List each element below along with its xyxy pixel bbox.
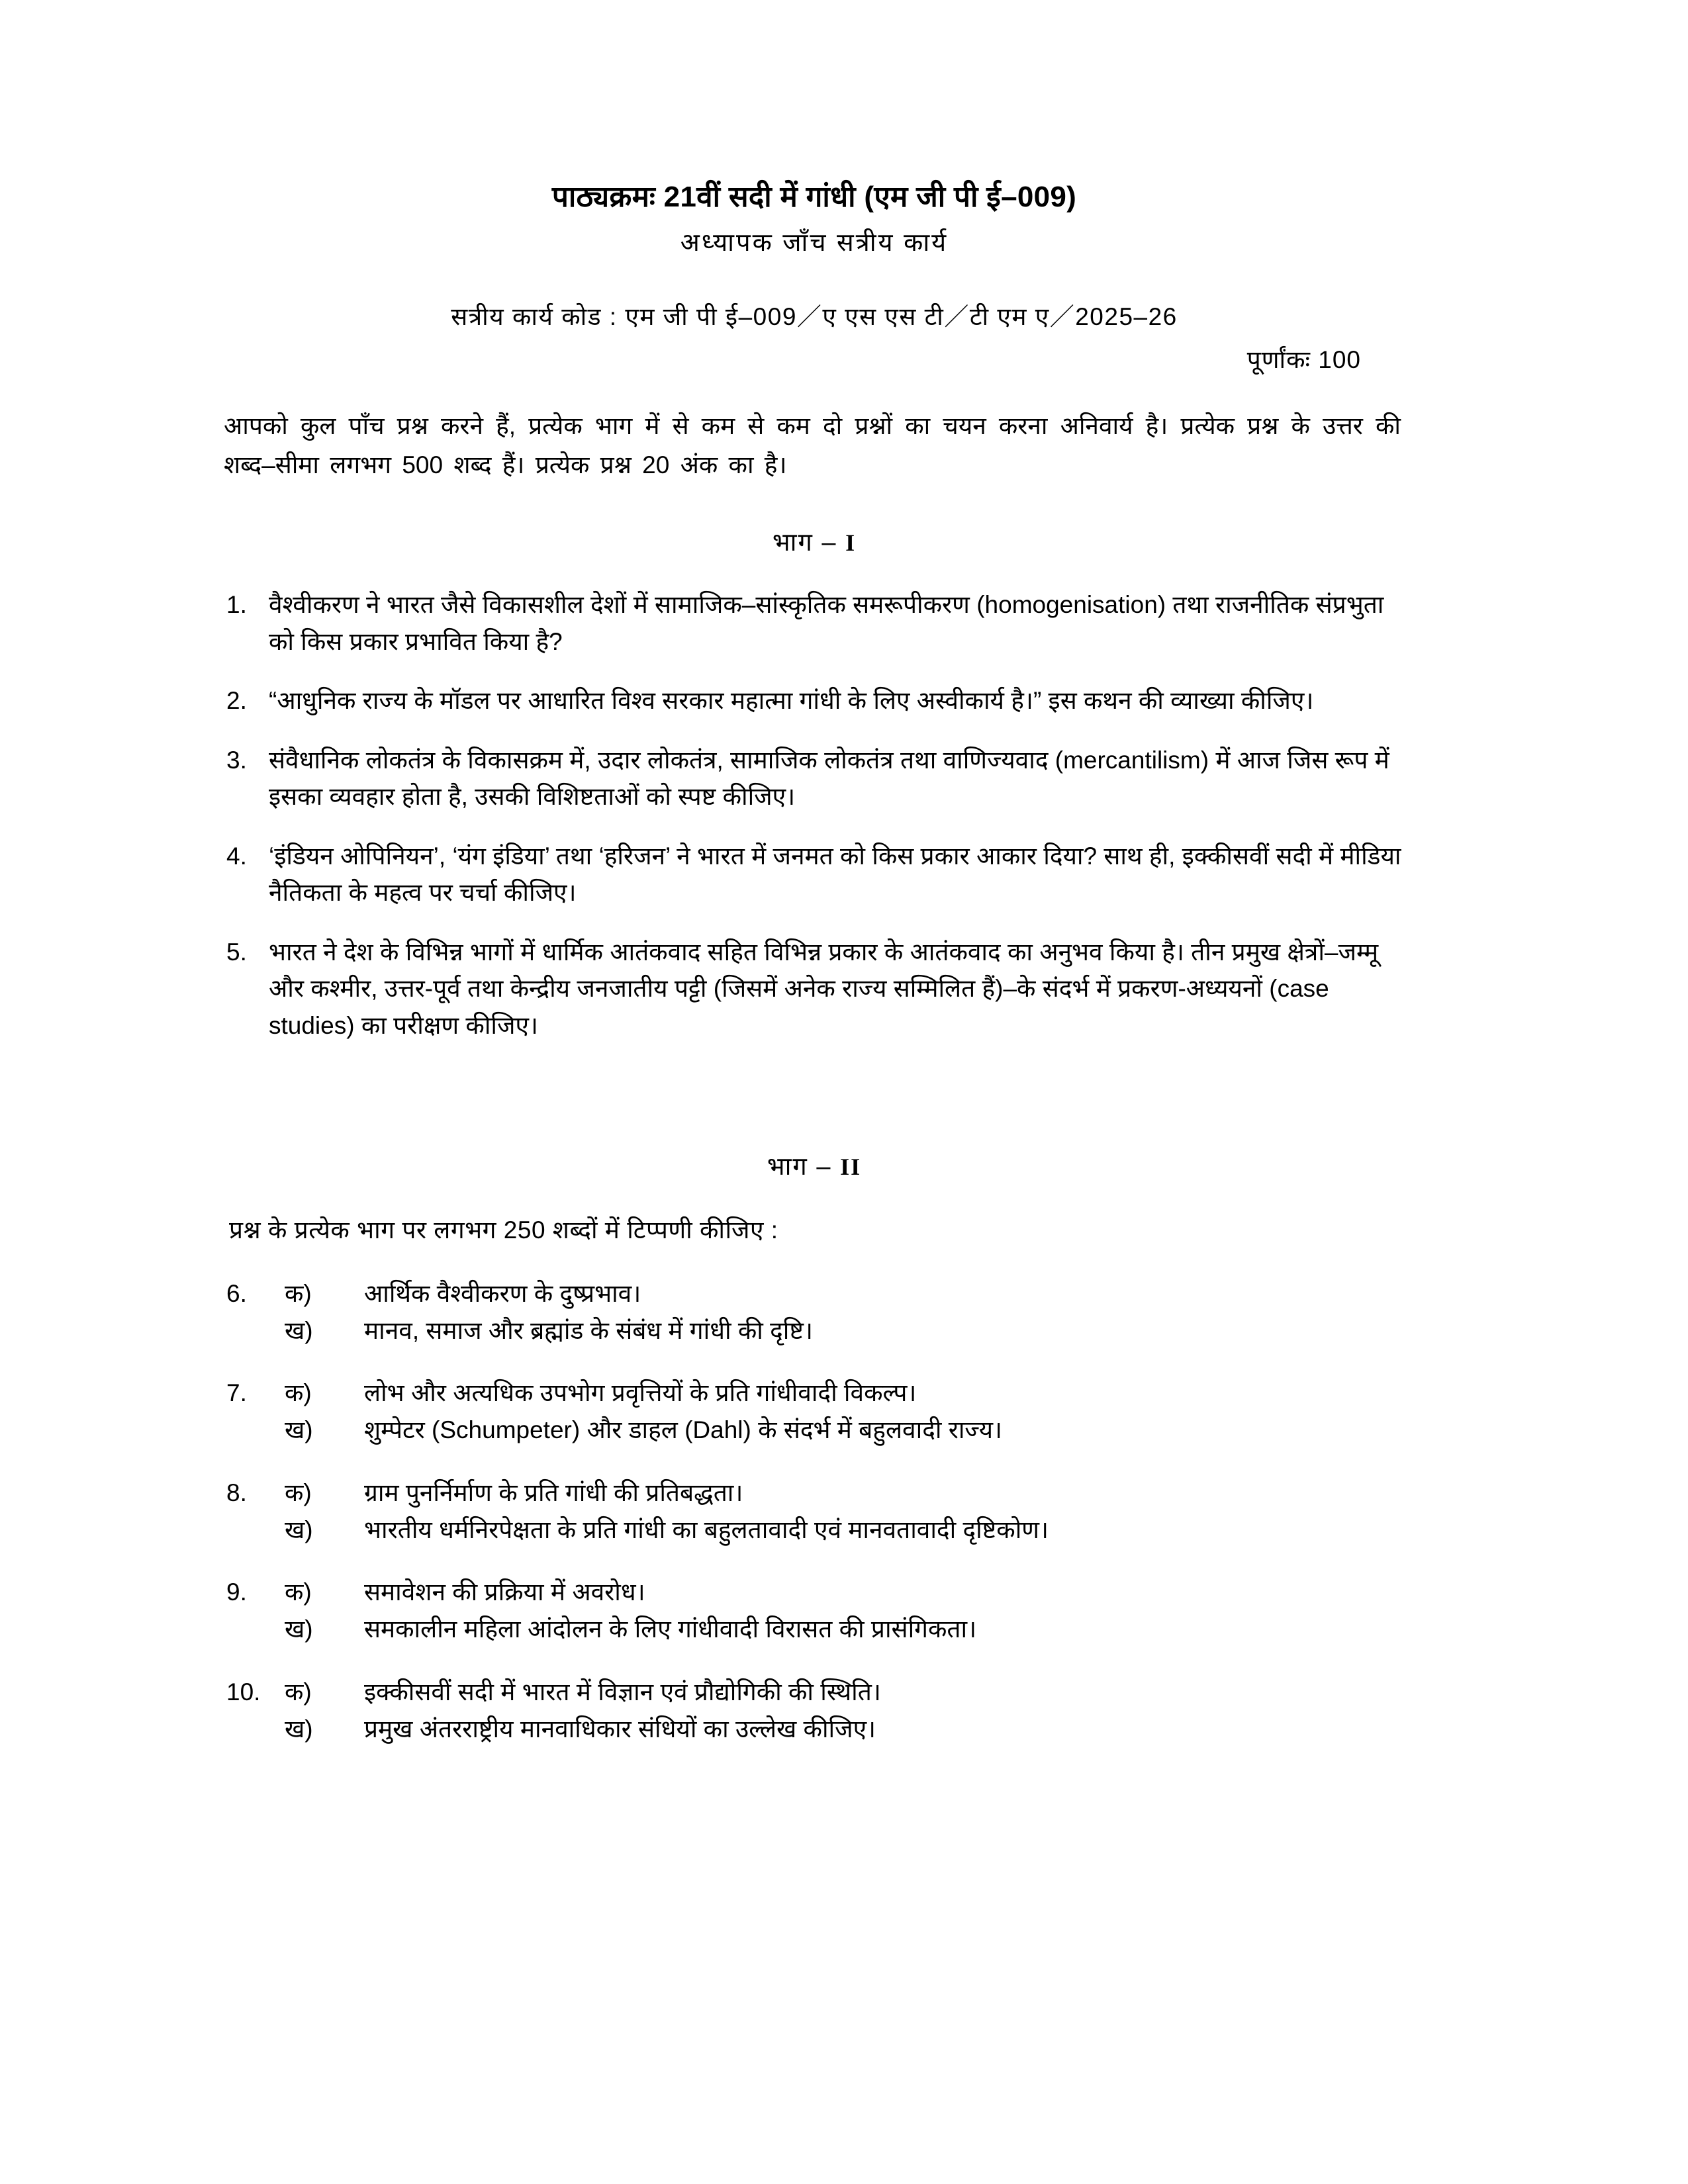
sub-question-label-a: क) xyxy=(285,1678,312,1706)
part-two-heading xyxy=(218,1148,1410,1183)
total-marks: पूर्णांकः 100 xyxy=(1246,346,1361,374)
sub-question-text: समावेशन की प्रक्रिया में अवरोध। xyxy=(364,1578,645,1606)
question-group xyxy=(218,1275,1410,1349)
question-item xyxy=(218,586,1410,660)
question-item xyxy=(218,838,1410,911)
sub-question-text: इक्कीसवीं सदी में भारत में विज्ञान एवं प्रौद्योगिकी की स्थिति। xyxy=(364,1678,881,1706)
part-one-question-list xyxy=(218,586,1410,1044)
question-text: भारत ने देश के विभिन्न भागों में धार्मिक आतंकवाद सहित विभिन्न प्रकार के आतंकवाद का अनुभव किया है। तीन प्रमुख क्षेत्रों–जम्मू और कश्मीर, उत्तर-पूर्व तथा केन्द्रीय जनजातीय पट्टी (जिसमें अनेक राज्य सम्मिलित हैं)–के संदर्भ में प्रकरण-अध्ययनों (case studies) का परीक्षण कीजिए। xyxy=(269,938,1379,1039)
sub-question-text: शुम्पेटर (Schumpeter) और डाहल (Dahl) के संदर्भ में बहुलवादी राज्य। xyxy=(364,1416,1003,1444)
sub-question-row xyxy=(218,1611,1410,1648)
question-number: 9. xyxy=(226,1578,247,1606)
page-content xyxy=(218,179,1410,1773)
sub-question-label-a: क) xyxy=(285,1578,312,1606)
sub-question-label-b: ख) xyxy=(285,1316,313,1344)
part-two-question-list xyxy=(218,1275,1410,1748)
sub-question-label-b: ख) xyxy=(285,1416,313,1444)
question-number: 6. xyxy=(226,1279,247,1307)
question-number: 3. xyxy=(226,746,247,774)
question-text: ‘इंडियन ओपिनियन’, ‘यंग इंडिया’ तथा ‘हरिजन’ ने भारत में जनमत को किस प्रकार आकार दिया? साथ ही, इक्कीसवीं सदी में मीडिया नैतिकता के महत्व पर चर्चा कीजिए। xyxy=(269,842,1401,907)
question-group xyxy=(218,1574,1410,1648)
sub-question-text: भारतीय धर्मनिरपेक्षता के प्रति गांधी का बहुलतावादी एवं मानवतावादी दृष्टिकोण। xyxy=(364,1516,1049,1543)
sub-question-label-a: क) xyxy=(285,1379,312,1407)
part-one-heading xyxy=(218,524,1410,559)
section-spacer xyxy=(218,1066,1410,1109)
sub-question-label-b: ख) xyxy=(285,1516,313,1543)
part-one-heading-roman: I xyxy=(845,529,857,557)
sub-question-row xyxy=(218,1674,1410,1711)
question-item xyxy=(218,682,1410,719)
part-one-heading-prefix: भाग – xyxy=(772,529,846,557)
part-two-heading-prefix: भाग – xyxy=(767,1153,841,1181)
question-number: 10. xyxy=(226,1678,261,1706)
sub-question-text: ग्राम पुनर्निर्माण के प्रति गांधी की प्रतिबद्धता। xyxy=(364,1479,743,1506)
sub-question-row xyxy=(218,1375,1410,1412)
question-group xyxy=(218,1375,1410,1449)
assignment-code: सत्रीय कार्य कोड : एम जी पी ई–009／ए एस एस टी／टी एम ए／2025–26 xyxy=(451,303,1178,331)
sub-question-row xyxy=(218,1275,1410,1312)
sub-question-label-a: क) xyxy=(285,1479,312,1506)
sub-question-label-a: क) xyxy=(285,1279,312,1307)
question-group xyxy=(218,1475,1410,1549)
part-two-instruction: प्रश्न के प्रत्येक भाग पर लगभग 250 शब्दों में टिप्पणी कीजिए : xyxy=(229,1216,778,1244)
question-number: 1. xyxy=(226,591,247,619)
sub-question-label-b: ख) xyxy=(285,1715,313,1743)
sub-question-row xyxy=(218,1711,1410,1748)
sub-question-row xyxy=(218,1475,1410,1512)
question-text: संवैधानिक लोकतंत्र के विकासक्रम में, उदार लोकतंत्र, सामाजिक लोकतंत्र तथा वाणिज्यवाद (mercantilism) में आज जिस रूप में इसका व्यवहार होता है, उसकी विशिष्टताओं को स्पष्ट कीजिए। xyxy=(269,746,1389,811)
page-title: पाठ्यक्रमः 21वीं सदी में गांधी (एम जी पी ई–009) xyxy=(551,181,1077,213)
question-text: वैश्वीकरण ने भारत जैसे विकासशील देशों में सामाजिक–सांस्कृतिक समरूपीकरण (homogenisation) तथा राजनीतिक संप्रभुता को किस प्रकार प्रभावित किया है? xyxy=(269,591,1384,655)
question-number: 4. xyxy=(226,842,247,870)
sub-question-label-b: ख) xyxy=(285,1615,313,1643)
sub-question-row xyxy=(218,1512,1410,1549)
sub-question-row xyxy=(218,1312,1410,1349)
sub-question-text: समकालीन महिला आंदोलन के लिए गांधीवादी विरासत की प्रासंगिकता। xyxy=(364,1615,977,1643)
question-number: 5. xyxy=(226,938,247,966)
sub-question-text: लोभ और अत्यधिक उपभोग प्रवृत्तियों के प्रति गांधीवादी विकल्प। xyxy=(364,1379,917,1407)
question-item xyxy=(218,742,1410,815)
sub-question-row xyxy=(218,1412,1410,1449)
question-number: 2. xyxy=(226,687,247,715)
sub-question-text: आर्थिक वैश्वीकरण के दुष्प्रभाव। xyxy=(364,1279,641,1307)
question-number: 7. xyxy=(226,1379,247,1407)
sub-question-text: प्रमुख अंतरराष्ट्रीय मानवाधिकार संधियों का उल्लेख कीजिए। xyxy=(364,1715,876,1743)
part-two-heading-roman: II xyxy=(840,1154,862,1181)
assignment-subtitle: अध्यापक जाँच सत्रीय कार्य xyxy=(680,229,949,257)
question-text: “आधुनिक राज्य के मॉडल पर आधारित विश्व सरकार महात्मा गांधी के लिए अस्वीकार्य है।” इस कथन की व्याख्या कीजिए। xyxy=(269,687,1314,715)
sub-question-row xyxy=(218,1574,1410,1611)
sub-question-text: मानव, समाज और ब्रह्मांड के संबंध में गांधी की दृष्टि। xyxy=(364,1316,813,1344)
question-group xyxy=(218,1674,1410,1748)
question-number: 8. xyxy=(226,1479,247,1506)
question-item xyxy=(218,934,1410,1044)
general-instructions: आपको कुल पाँच प्रश्न करने हैं, प्रत्येक भाग में से कम से कम दो प्रश्नों का चयन करना अनिवार्य है। प्रत्येक प्रश्न के उत्तर की शब्द–सीमा लगभग 500 शब्द हैं। प्रत्येक प्रश्न 20 अंक का है। xyxy=(224,412,1401,478)
